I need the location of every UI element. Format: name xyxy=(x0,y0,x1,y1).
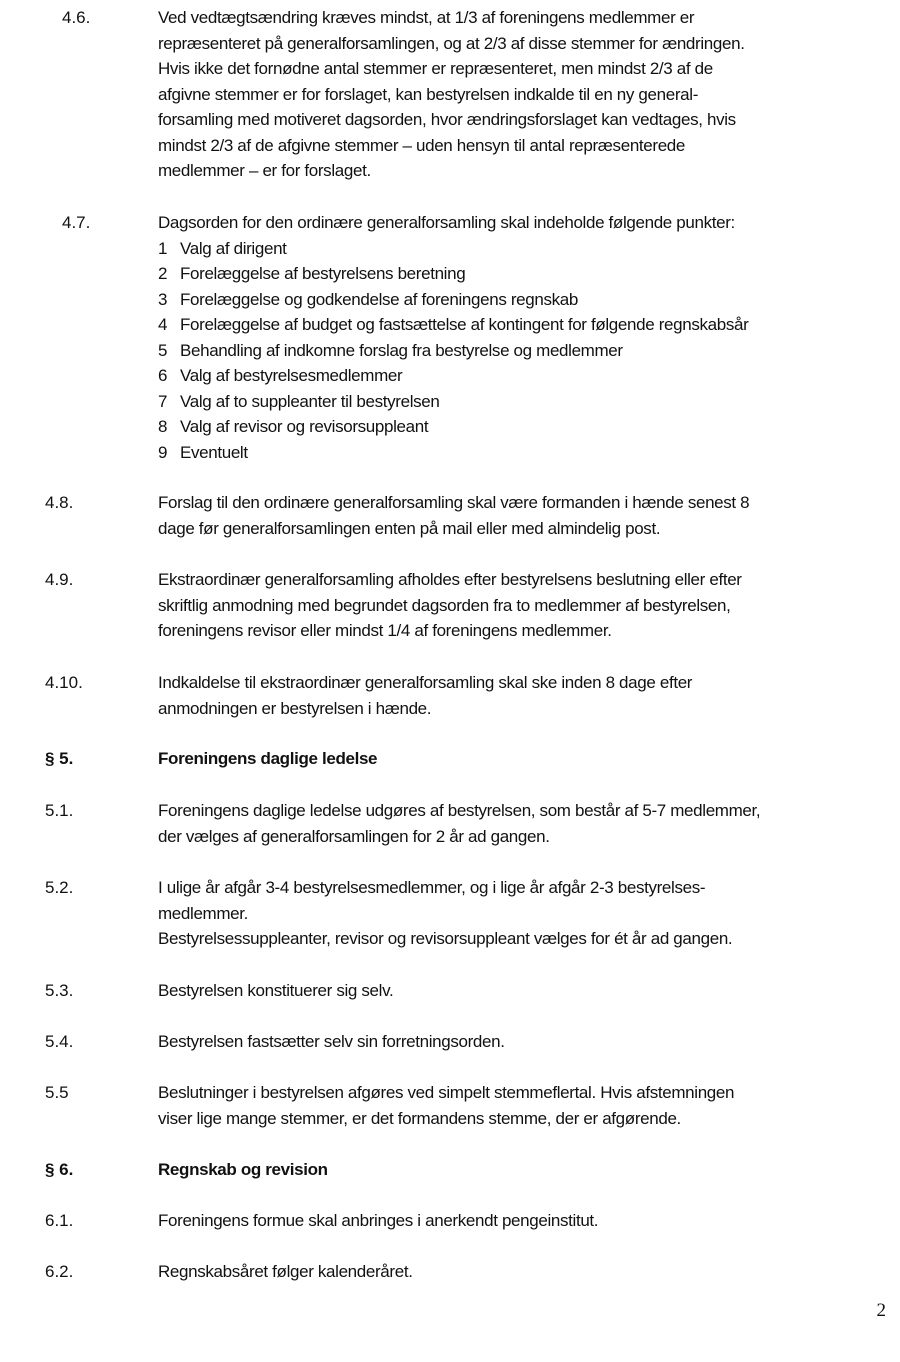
text-line: repræsenteret på generalforsamlingen, og at 2/3 af disse stemmer for ændringen. xyxy=(158,33,745,53)
agenda-text: Forelæggelse og godkendelse af foreningens regnskab xyxy=(180,289,578,309)
clause-number: 4.9. xyxy=(45,570,74,589)
section-number: § 6. xyxy=(45,1160,74,1179)
agenda-intro: Dagsorden for den ordinære generalforsamling skal indeholde følgende punkter: xyxy=(158,213,735,232)
text-line: Foreningens formue skal anbringes i anerkendt pengeinstitut. xyxy=(158,1211,599,1230)
text-line: Beslutninger i bestyrelsen afgøres ved simpelt stemmeflertal. Hvis afstemningen xyxy=(158,1083,735,1102)
agenda-item xyxy=(158,389,878,415)
agenda-number: 5 xyxy=(158,340,168,360)
agenda-item xyxy=(158,236,878,262)
agenda-text: Forelæggelse af budget og fastsættelse af kontingent for følgende regnskabsår xyxy=(180,315,749,334)
clause-text xyxy=(158,978,878,1004)
agenda-number: 1 xyxy=(158,238,168,258)
clause-text xyxy=(158,1259,878,1285)
clause-text xyxy=(158,1080,878,1131)
page-number: 2 xyxy=(876,1300,886,1321)
clause-text xyxy=(158,1029,878,1055)
clause-number: 6.1. xyxy=(45,1211,74,1230)
clause-text xyxy=(158,490,878,541)
text-line: Ved vedtægtsændring kræves mindst, at 1/3 af foreningens medlemmer er xyxy=(158,8,695,27)
agenda-text: Eventuelt xyxy=(180,442,248,462)
clause-number: 4.10. xyxy=(45,673,83,692)
section-title xyxy=(158,1157,878,1183)
section-title-text: Regnskab og revision xyxy=(158,1160,328,1179)
text-line: der vælges af generalforsamlingen for 2 år ad gangen. xyxy=(158,826,550,846)
clause-number: 5.4. xyxy=(45,1032,74,1051)
agenda-text: Behandling af indkomne forslag fra bestyrelse og medlemmer xyxy=(180,340,623,360)
agenda-item xyxy=(158,287,878,313)
agenda-list xyxy=(158,236,878,466)
section-title-text: Foreningens daglige ledelse xyxy=(158,749,378,768)
agenda-number: 2 xyxy=(158,264,168,283)
clause-number: 5.3. xyxy=(45,981,74,1000)
clause-text xyxy=(158,1208,878,1234)
text-line: anmodningen er bestyrelsen i hænde. xyxy=(158,698,432,718)
agenda-item xyxy=(158,363,878,389)
clause-number: 4.6. xyxy=(62,8,91,27)
clause-text xyxy=(158,798,878,849)
agenda-number: 7 xyxy=(158,391,168,411)
text-line: afgivne stemmer er for forslaget, kan bestyrelsen indkalde til en ny general- xyxy=(158,84,699,104)
text-line: Hvis ikke det fornødne antal stemmer er repræsenteret, men mindst 2/3 af de xyxy=(158,59,713,78)
text-line: forsamling med motiveret dagsorden, hvor ændringsforslaget kan vedtages, hvis xyxy=(158,110,736,129)
text-line: Regnskabsåret følger kalenderåret. xyxy=(158,1262,413,1281)
text-line: viser lige mange stemmer, er det formandens stemme, der er afgørende. xyxy=(158,1108,681,1128)
clause-text xyxy=(158,670,878,721)
text-line: mindst 2/3 af de afgivne stemmer – uden hensyn til antal repræsenterede xyxy=(158,135,686,155)
text-line: Bestyrelsessuppleanter, revisor og revisorsuppleant vælges for ét år ad gangen. xyxy=(158,929,733,948)
clause-text xyxy=(158,567,878,644)
agenda-number: 4 xyxy=(158,315,168,334)
agenda-item xyxy=(158,440,878,466)
section-number: § 5. xyxy=(45,749,74,768)
agenda-item xyxy=(158,312,878,338)
clause-text xyxy=(158,5,878,184)
section-title xyxy=(158,746,878,772)
text-line: I ulige år afgår 3-4 bestyrelsesmedlemmer, og i lige år afgår 2-3 bestyrelses- xyxy=(158,878,706,897)
agenda-text: Valg af revisor og revisorsuppleant xyxy=(180,417,429,436)
text-line: Bestyrelsen fastsætter selv sin forretningsorden. xyxy=(158,1032,505,1051)
text-line: skriftlig anmodning med begrundet dagsorden fra to medlemmer af bestyrelsen, xyxy=(158,595,731,615)
agenda-text: Valg af bestyrelsesmedlemmer xyxy=(180,366,403,385)
agenda-text: Forelæggelse af bestyrelsens beretning xyxy=(180,264,466,283)
agenda-item xyxy=(158,414,878,440)
agenda-text: Valg af to suppleanter til bestyrelsen xyxy=(180,391,440,411)
clause-number: 4.8. xyxy=(45,493,74,512)
clause-number: 4.7. xyxy=(62,213,91,232)
clause-text xyxy=(158,875,878,952)
text-line: medlemmer. xyxy=(158,903,249,923)
agenda-item xyxy=(158,261,878,287)
agenda-number: 9 xyxy=(158,442,168,462)
agenda-block xyxy=(158,210,878,465)
agenda-text: Valg af dirigent xyxy=(180,238,287,258)
clause-number: 6.2. xyxy=(45,1262,74,1281)
text-line: Foreningens daglige ledelse udgøres af bestyrelsen, som består af 5-7 medlemmer, xyxy=(158,801,761,820)
agenda-number: 6 xyxy=(158,366,168,385)
clause-number: 5.1. xyxy=(45,801,74,820)
agenda-item xyxy=(158,338,878,364)
text-line: medlemmer – er for forslaget. xyxy=(158,161,371,180)
text-line: Indkaldelse til ekstraordinær generalforsamling skal ske inden 8 dage efter xyxy=(158,673,693,692)
agenda-number: 8 xyxy=(158,417,168,436)
text-line: Bestyrelsen konstituerer sig selv. xyxy=(158,981,394,1000)
clause-number: 5.2. xyxy=(45,878,74,897)
text-line: Ekstraordinær generalforsamling afholdes efter bestyrelsens beslutning eller efter xyxy=(158,570,742,589)
text-line: Forslag til den ordinære generalforsamling skal være formanden i hænde senest 8 xyxy=(158,493,750,512)
agenda-number: 3 xyxy=(158,289,168,309)
clause-number: 5.5 xyxy=(45,1083,69,1102)
text-line: dage før generalforsamlingen enten på mail eller med almindelig post. xyxy=(158,518,661,538)
text-line: foreningens revisor eller mindst 1/4 af foreningens medlemmer. xyxy=(158,621,612,640)
